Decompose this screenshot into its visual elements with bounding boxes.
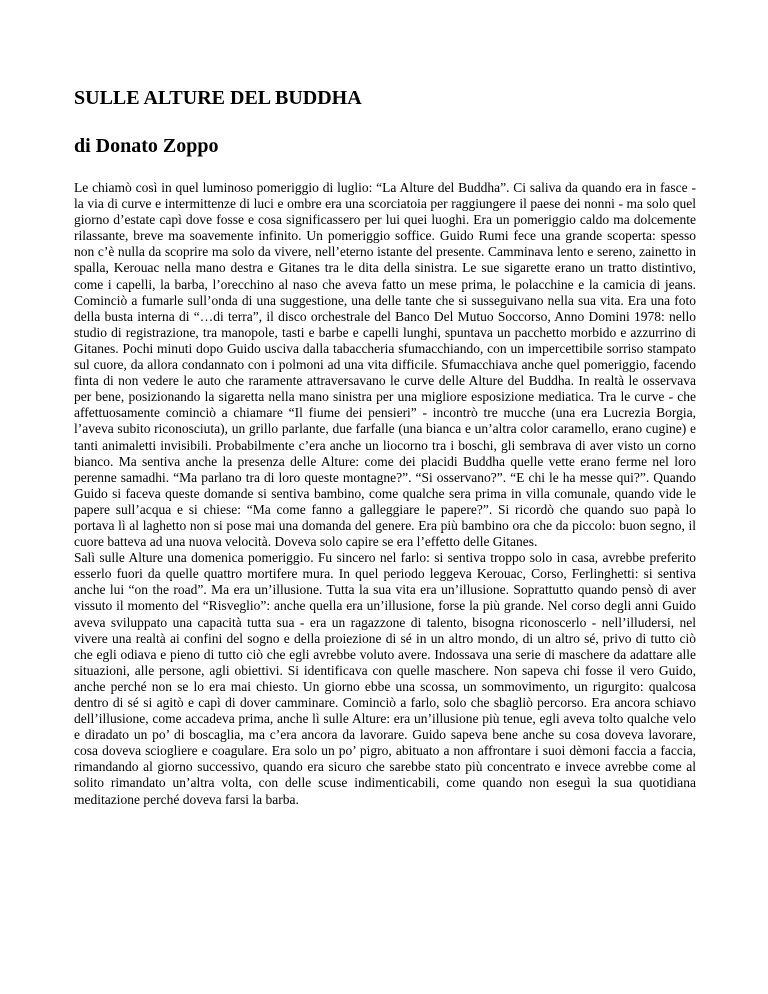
document-title: SULLE ALTURE DEL BUDDHA [74,87,362,109]
body-paragraph: Salì sulle Alture una domenica pomeriggio. Fu sincero nel farlo: si sentiva troppo solo in casa, avrebbe preferito esserlo fuori da quelle quattro mortifere mura. In quel periodo leggeva Kerouac, Corso, Ferlinghetti: si sentiva anche lui “on the road”. Ma era un’illusione. Tutta la sua vita era un’illusione. Soprattutto quando pensò di aver vissuto il momento del “Risveglio”: anche quella era un’illusione, forse la più grande. Nel corso degli anni Guido aveva sviluppato una capacità tutta sua - era un ragazzone di talento, bisogna riconoscerlo - nell’illudersi, nel vivere una realtà ai confini del sogno e della proiezione di sé in un altro mondo, di un altro sé, privo di tutto ciò che egli odiava e pieno di tutto ciò che egli avrebbe voluto avere. Indossava una serie di maschere da adattare alle situazioni, alle persone, agli obiettivi. Si identificava con quelle maschere. Non sapeva chi fosse il vero Guido, anche perché non se lo era mai chiesto. Un giorno ebbe una scossa, un sommovimento, un rigurgito: qualcosa dentro di sé si agitò e capì di dover camminare. Cominciò a farlo, solo che sbagliò percorso. Era ancora schiavo dell’illusione, come accadeva prima, anche lì sulle Alture: era un’illusione più tenue, egli aveva tolto qualche velo e diradato un po’ di boscaglia, ma c’era ancora da lavorare. Guido sapeva bene anche su cosa doveva lavorare, cosa doveva sciogliere e coagulare. Era solo un po’ pigro, abituato a non affrontare i suoi dèmoni faccia a faccia, rimandando al giorno successivo, quando era sicuro che sarebbe stato più concentrato e invece avrebbe come al solito rimandato un’altra volta, con delle scuse indimenticabili, come quando non eseguì la sua quotidiana meditazione perché doveva farsi la barba. [74,550,696,807]
body-paragraph: Le chiamò così in quel luminoso pomeriggio di luglio: “La Alture del Buddha”. Ci saliva da quando era in fasce - la via di curve e intermittenze di luci e ombre era una scorciatoia per raggiungere il paese dei nonni - ma solo quel giorno d’estate capì dove fosse e cosa significassero per lui quei luoghi. Era un pomeriggio caldo ma dolcemente rilassante, breve ma soavemente infinito. Un pomeriggio soffice. Guido Rumi fece una grande scoperta: spesso non c’è nulla da scoprire ma solo da vivere, nell’eterno istante del presente. Camminava lento e sereno, zainetto in spalla, Kerouac nella mano destra e Gitanes tra le dita della sinistra. Le sue sigarette erano un tratto distintivo, come i capelli, la barba, l’orecchino al naso che aveva fatto un mese prima, le polacchine e la camicia di jeans. Cominciò a fumarle sull’onda di una suggestione, una delle tante che si susseguivano nella sua vita. Era una foto della busta interna di “…di terra”, il disco orchestrale del Banco Del Mutuo Soccorso, Anno Domini 1978: nello studio di registrazione, tra manopole, tasti e barbe e capelli lunghi, spuntava un pacchetto morbido e azzurrino di Gitanes. Pochi minuti dopo Guido usciva dalla tabaccheria sfumacchiando, con un impercettibile sorriso stampato sul cuore, da allora condannato con i polmoni ad una vita difficile. Sfumacchiava anche quel pomeriggio, facendo finta di non vedere le auto che raramente attraversavano le curve delle Alture del Buddha. In realtà le osservava per bene, posizionando la sigaretta nella mano sinistra per una migliore esposizione mediatica. Tra le curve - che affettuosamente cominciò a chiamare “Il fiume dei pensieri” - incontrò tre mucche (una era Lucrezia Borgia, l’aveva subito riconosciuta), un grillo parlante, due farfalle (una bianca e un’altra color caramello, erano cugine) e tanti animaletti invisibili. Probabilmente c’era anche un liocorno tra i boschi, gli sembrava di aver visto un corno bianco. Ma sentiva anche la presenza delle Alture: come dei placidi Buddha quelle vette erano ferme nel loro perenne samadhi. “Ma parlano tra di loro queste montagne?”. “Si osservano?”. “E chi le ha messe qui?”. Quando Guido si faceva queste domande si sentiva bambino, come qualche sera prima in villa comunale, quando vide le papere sull’acqua e si chiese: “Ma come fanno a galleggiare le papere?”. Si ricordò che quando suo papà lo portava lì al laghetto non si pose mai una domanda del genere. Era più bambino ora che da piccolo: buon segno, il cuore batteva ad una nuova velocità. Doveva solo capire se era l’effetto delle Gitanes. [74,180,696,550]
document-body [74,180,696,808]
document-author: di Donato Zoppo [74,135,219,157]
